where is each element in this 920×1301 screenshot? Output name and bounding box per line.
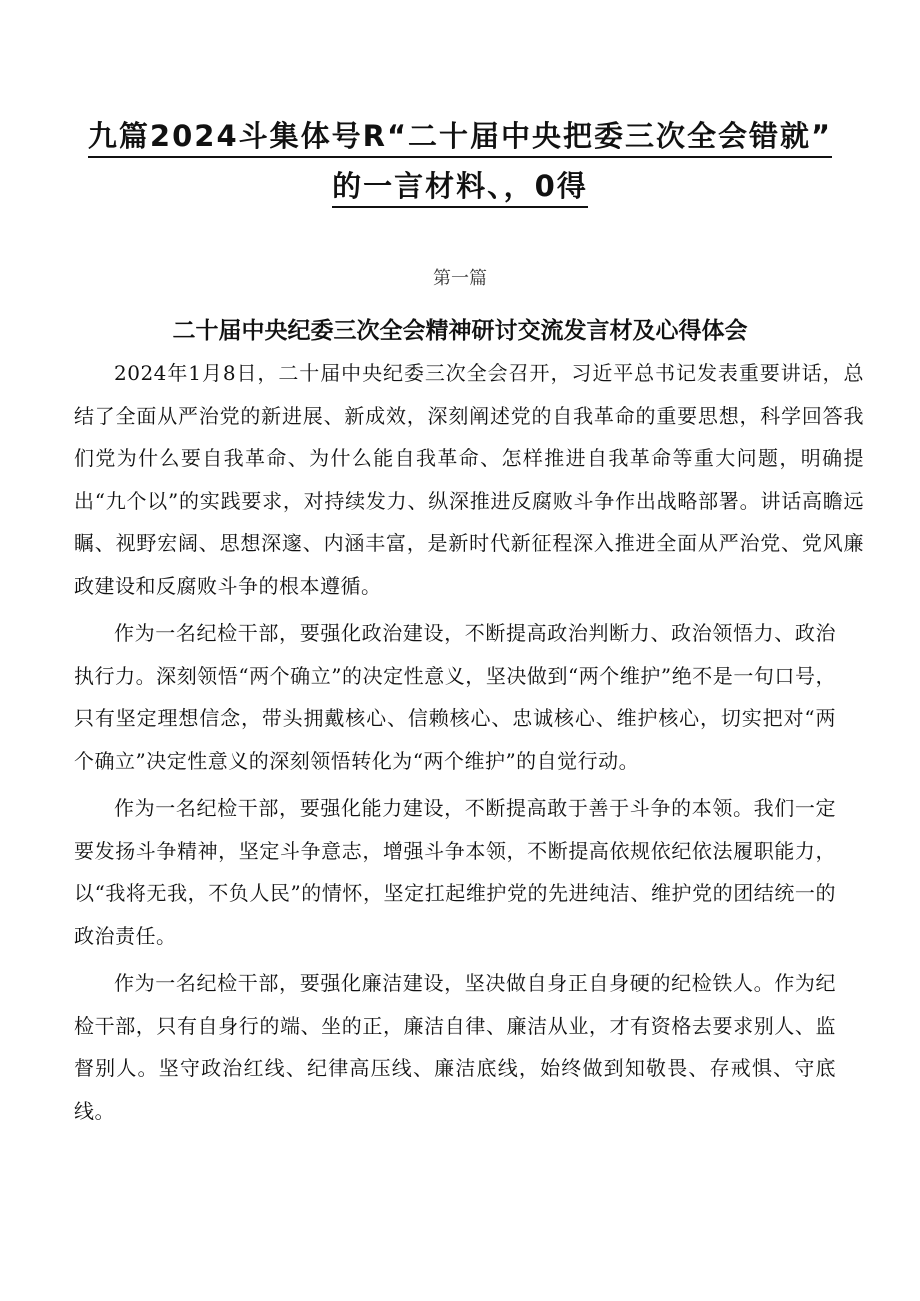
title-line-2-text: 的一言材料、，0得 (332, 169, 588, 208)
document-body (74, 352, 864, 1137)
paragraph-3: 作为一名纪检干部，要强化能力建设，不断提高敢于善于斗争的本领。我们一定要发扬斗争精神，坚定斗争意志，增强斗争本领，不断提高依规依纪依法履职能力，以“我将无我，不负人民”的情怀，坚定扛起维护党的先进纯洁、维护党的团结统一的政治责任。 (74, 796, 836, 948)
paragraph-2: 作为一名纪检干部，要强化政治建设，不断提高政治判断力、政治领悟力、政治执行力。深刻领悟“两个确立”的决定性意义，坚决做到“两个维护”绝不是一句口号，只有坚定理想信念，带头拥戴核心、信赖核心、忠诚核心、维护核心，切实把对“两个确立”决定性意义的深刻领悟转化为“两个维护”的自觉行动。 (74, 621, 836, 773)
paragraph-4: 作为一名纪检干部，要强化廉洁建设，坚决做自身正自身硬的纪检铁人。作为纪检干部，只有自身行的端、坐的正，廉洁自律、廉洁从业，才有资格去要求别人、监督别人。坚守政治红线、纪律高压线、廉洁底线，始终做到知敬畏、存戒惧、守底线。 (74, 971, 836, 1123)
document-title-line-2 (60, 164, 860, 205)
title-line-1-text: 九篇2024斗集体号R“二十届中央把委三次全会错就” (88, 119, 832, 158)
section-heading: 二十届中央纪委三次全会精神研讨交流发言材及心得体会 (172, 318, 748, 344)
paragraph-1: 2024年1月8日，二十届中央纪委三次全会召开，习近平总书记发表重要讲话，总结了全面从严治党的新进展、新成效，深刻阐述党的自我革命的重要思想，科学回答我们党为什么要自我革命、为什么能自我革命、怎样推进自我革命等重大问题，明确提出“九个以”的实践要求，对持续发力、纵深推进反腐败斗争作出战略部署。讲话高瞻远瞩、视野宏阔、思想深邃、内涵丰富，是新时代新征程深入推进全面从严治党、党风廉政建设和反腐败斗争的根本遵循。 (74, 361, 864, 598)
document-title-line-1 (60, 114, 860, 155)
section-label: 第一篇 (433, 268, 487, 289)
